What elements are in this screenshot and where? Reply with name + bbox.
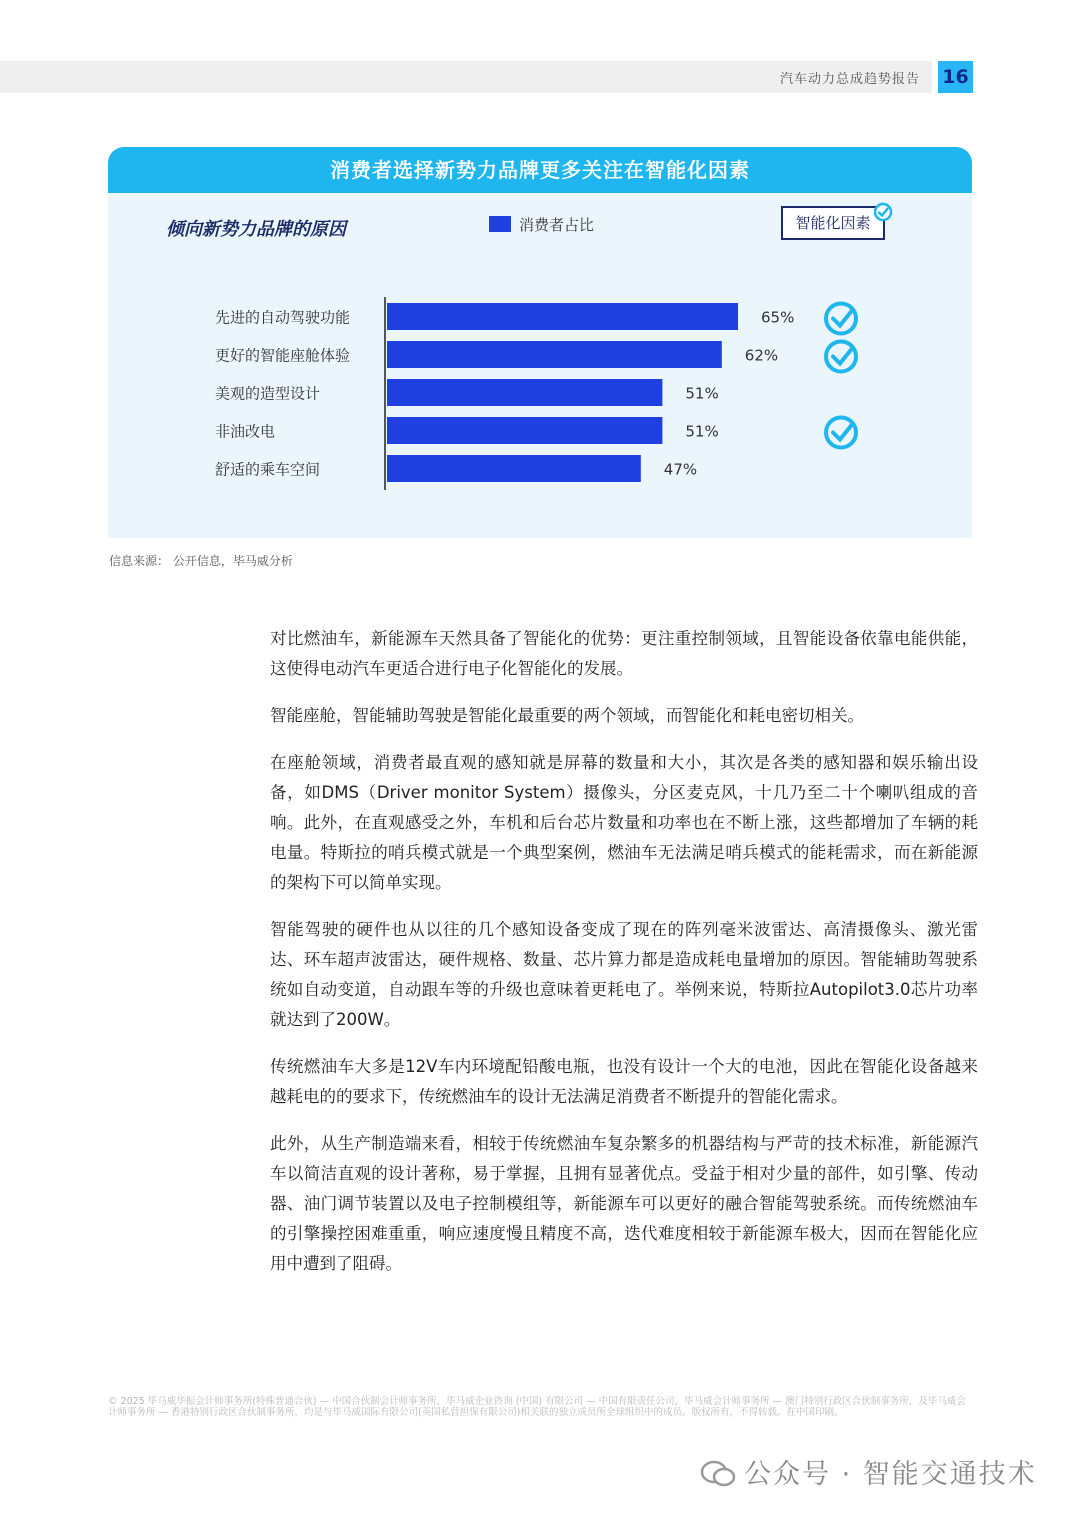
category-label: 先进的自动驾驶功能 — [215, 308, 351, 327]
check-icon — [826, 342, 856, 372]
value-label: 47% — [663, 460, 698, 479]
check-mark — [833, 349, 852, 364]
smart-factor-label: 智能化因素 — [795, 214, 871, 232]
value-label: 62% — [744, 346, 779, 365]
source-note: 信息来源： 公开信息，毕马威分析 — [109, 554, 293, 568]
bar-chart — [108, 147, 972, 538]
paragraph: 智能驾驶的硬件也从以往的几个感知设备变成了现在的阵列毫米波雷达、高清摄像头、激光雷达、环车超声波雷达，硬件规格、数量、芯片算力都是造成耗电量增加的原因。智能辅助驾驶系统如自动变道，自动跟车等的升级也意味着更耗电了。举例来说，特斯拉Autopilot3.0芯片功率就达到了200W。 — [270, 920, 978, 1029]
page-number: 16 — [938, 61, 973, 93]
wechat-icon — [700, 1459, 736, 1489]
check-icon — [826, 304, 856, 334]
value-label: 51% — [685, 384, 719, 403]
bar — [387, 379, 662, 406]
category-label: 美观的造型设计 — [215, 384, 321, 403]
copyright-notice: © 2025 毕马威华振会计师事务所(特殊普通合伙) — 中国合伙制会计师事务所，毕马威企业咨询 (中国) 有限公司 — 中国有限责任公司，毕马威会计师事务所 — 澳门特别行政区合伙制事务所，及毕马威会计师事务所 — 香港特别行政区合伙制事务所，均是与毕马威国际有限公司(英国私营担保有限公司)相关联的独立成员所全球组织中的成员。版权所有，不得转载。在中国印刷。 — [108, 1396, 966, 1418]
bar — [387, 303, 738, 330]
body-text — [270, 624, 978, 1296]
watermark-text: 公众号 · 智能交通技术 — [744, 1459, 1037, 1490]
check-mark — [833, 311, 852, 326]
paragraph: 智能座舱，智能辅助驾驶是智能化最重要的两个领域，而智能化和耗电密切相关。 — [270, 706, 864, 725]
category-label: 舒适的乘车空间 — [215, 460, 321, 479]
report-title: 汽车动力总成趋势报告 — [779, 72, 920, 87]
paragraph: 传统燃油车大多是12V车内环境配铅酸电瓶，也没有设计一个大的电池，因此在智能化设备越来越耗电的的要求下，传统燃油车的设计无法满足消费者不断提升的智能化需求。 — [270, 1057, 978, 1106]
category-label: 更好的智能座舱体验 — [215, 346, 351, 365]
bar — [387, 417, 662, 444]
legend-label: 消费者占比 — [519, 216, 595, 234]
paragraph: 在座舱领域，消费者最直观的感知就是屏幕的数量和大小，其次是各类的感知器和娱乐输出设备，如DMS（Driver monitor System）摄像头，分区麦克风，十几乃至二十个喇叭组成的音响。此外，在直观感受之外，车机和后台芯片数量和功率也在不断上涨，这些都增加了车辆的耗电量。特斯拉的哨兵模式就是一个典型案例，燃油车无法满足哨兵模式的能耗需求，而在新能源的架构下可以简单实现。 — [270, 753, 978, 892]
paragraph: 此外，从生产制造端来看，相较于传统燃油车复杂繁多的机器结构与严苛的技术标准，新能源汽车以简洁直观的设计著称，易于掌握，且拥有显著优点。受益于相对少量的部件，如引擎、传动器、油门调节装置以及电子控制模组等，新能源车可以更好的融合智能驾驶系统。而传统燃油车的引擎操控困难重重，响应速度慢且精度不高，迭代难度相较于新能源车极大，因而在智能化应用中遭到了阻碍。 — [270, 1134, 978, 1273]
bar — [387, 455, 641, 482]
bar — [387, 341, 722, 368]
value-label: 51% — [685, 422, 719, 441]
paragraph: 对比燃油车，新能源车天然具备了智能化的优势：更注重控制领域，且智能设备依靠电能供能，这使得电动汽车更适合进行电子化智能化的发展。 — [270, 629, 978, 678]
chart-card — [108, 147, 972, 538]
watermark — [700, 1452, 1037, 1491]
value-label: 65% — [761, 308, 795, 327]
category-label: 非油改电 — [215, 422, 276, 441]
check-icon — [826, 418, 856, 448]
chart-title: 消费者选择新势力品牌更多关注在智能化因素 — [108, 147, 972, 193]
chart-subtitle: 倾向新势力品牌的原因 — [166, 219, 346, 240]
check-mark — [833, 425, 852, 440]
